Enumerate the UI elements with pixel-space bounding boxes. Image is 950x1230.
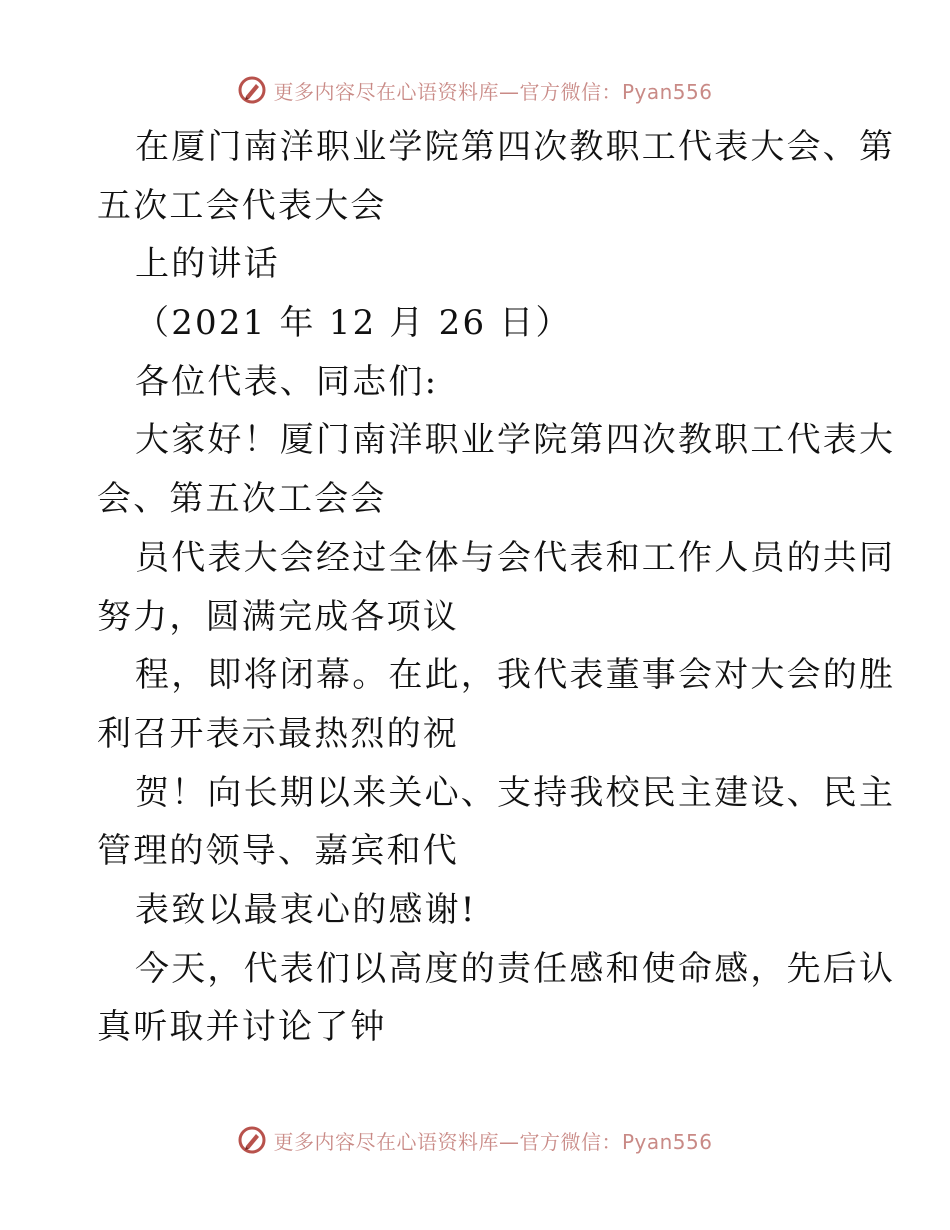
pen-in-circle-icon bbox=[237, 75, 267, 105]
text-line: 利召开表示最热烈的祝 bbox=[97, 713, 459, 754]
text-line: 努力，圆满完成各项议 bbox=[97, 596, 459, 637]
watermark-text: 更多内容尽在心语资料库—官方微信：Pyan556 bbox=[273, 79, 713, 104]
text-line: 大家好！厦门南洋职业学院第四次教职工代表大 bbox=[135, 420, 896, 461]
pen-in-circle-icon bbox=[237, 1125, 267, 1155]
text-line: 真听取并讨论了钟 bbox=[97, 1007, 387, 1048]
document-body bbox=[97, 118, 896, 1057]
text-line: 表致以最衷心的感谢! bbox=[135, 889, 477, 930]
header-watermark bbox=[0, 70, 950, 110]
text-line: 程，即将闭幕。在此，我代表董事会对大会的胜 bbox=[135, 655, 896, 696]
date-line: （2021 年 12 月 26 日） bbox=[135, 303, 572, 344]
footer-watermark bbox=[0, 1120, 950, 1160]
salutation: 各位代表、同志们: bbox=[135, 361, 439, 402]
text-line: 今天，代表们以高度的责任感和使命感，先后认 bbox=[135, 948, 896, 989]
text-line: 贺！向长期以来关心、支持我校民主建设、民主 bbox=[135, 772, 896, 813]
text-line: 上的讲话 bbox=[135, 244, 280, 285]
text-line: 管理的领导、嘉宾和代 bbox=[97, 831, 459, 872]
text-line: 在厦门南洋职业学院第四次教职工代表大会、第 bbox=[135, 127, 896, 167]
watermark-text: 更多内容尽在心语资料库—官方微信：Pyan556 bbox=[273, 1129, 713, 1154]
text-line: 五次工会代表大会 bbox=[97, 185, 387, 226]
text-line: 会、第五次工会会 bbox=[97, 479, 387, 520]
text-line: 员代表大会经过全体与会代表和工作人员的共同 bbox=[135, 537, 896, 578]
